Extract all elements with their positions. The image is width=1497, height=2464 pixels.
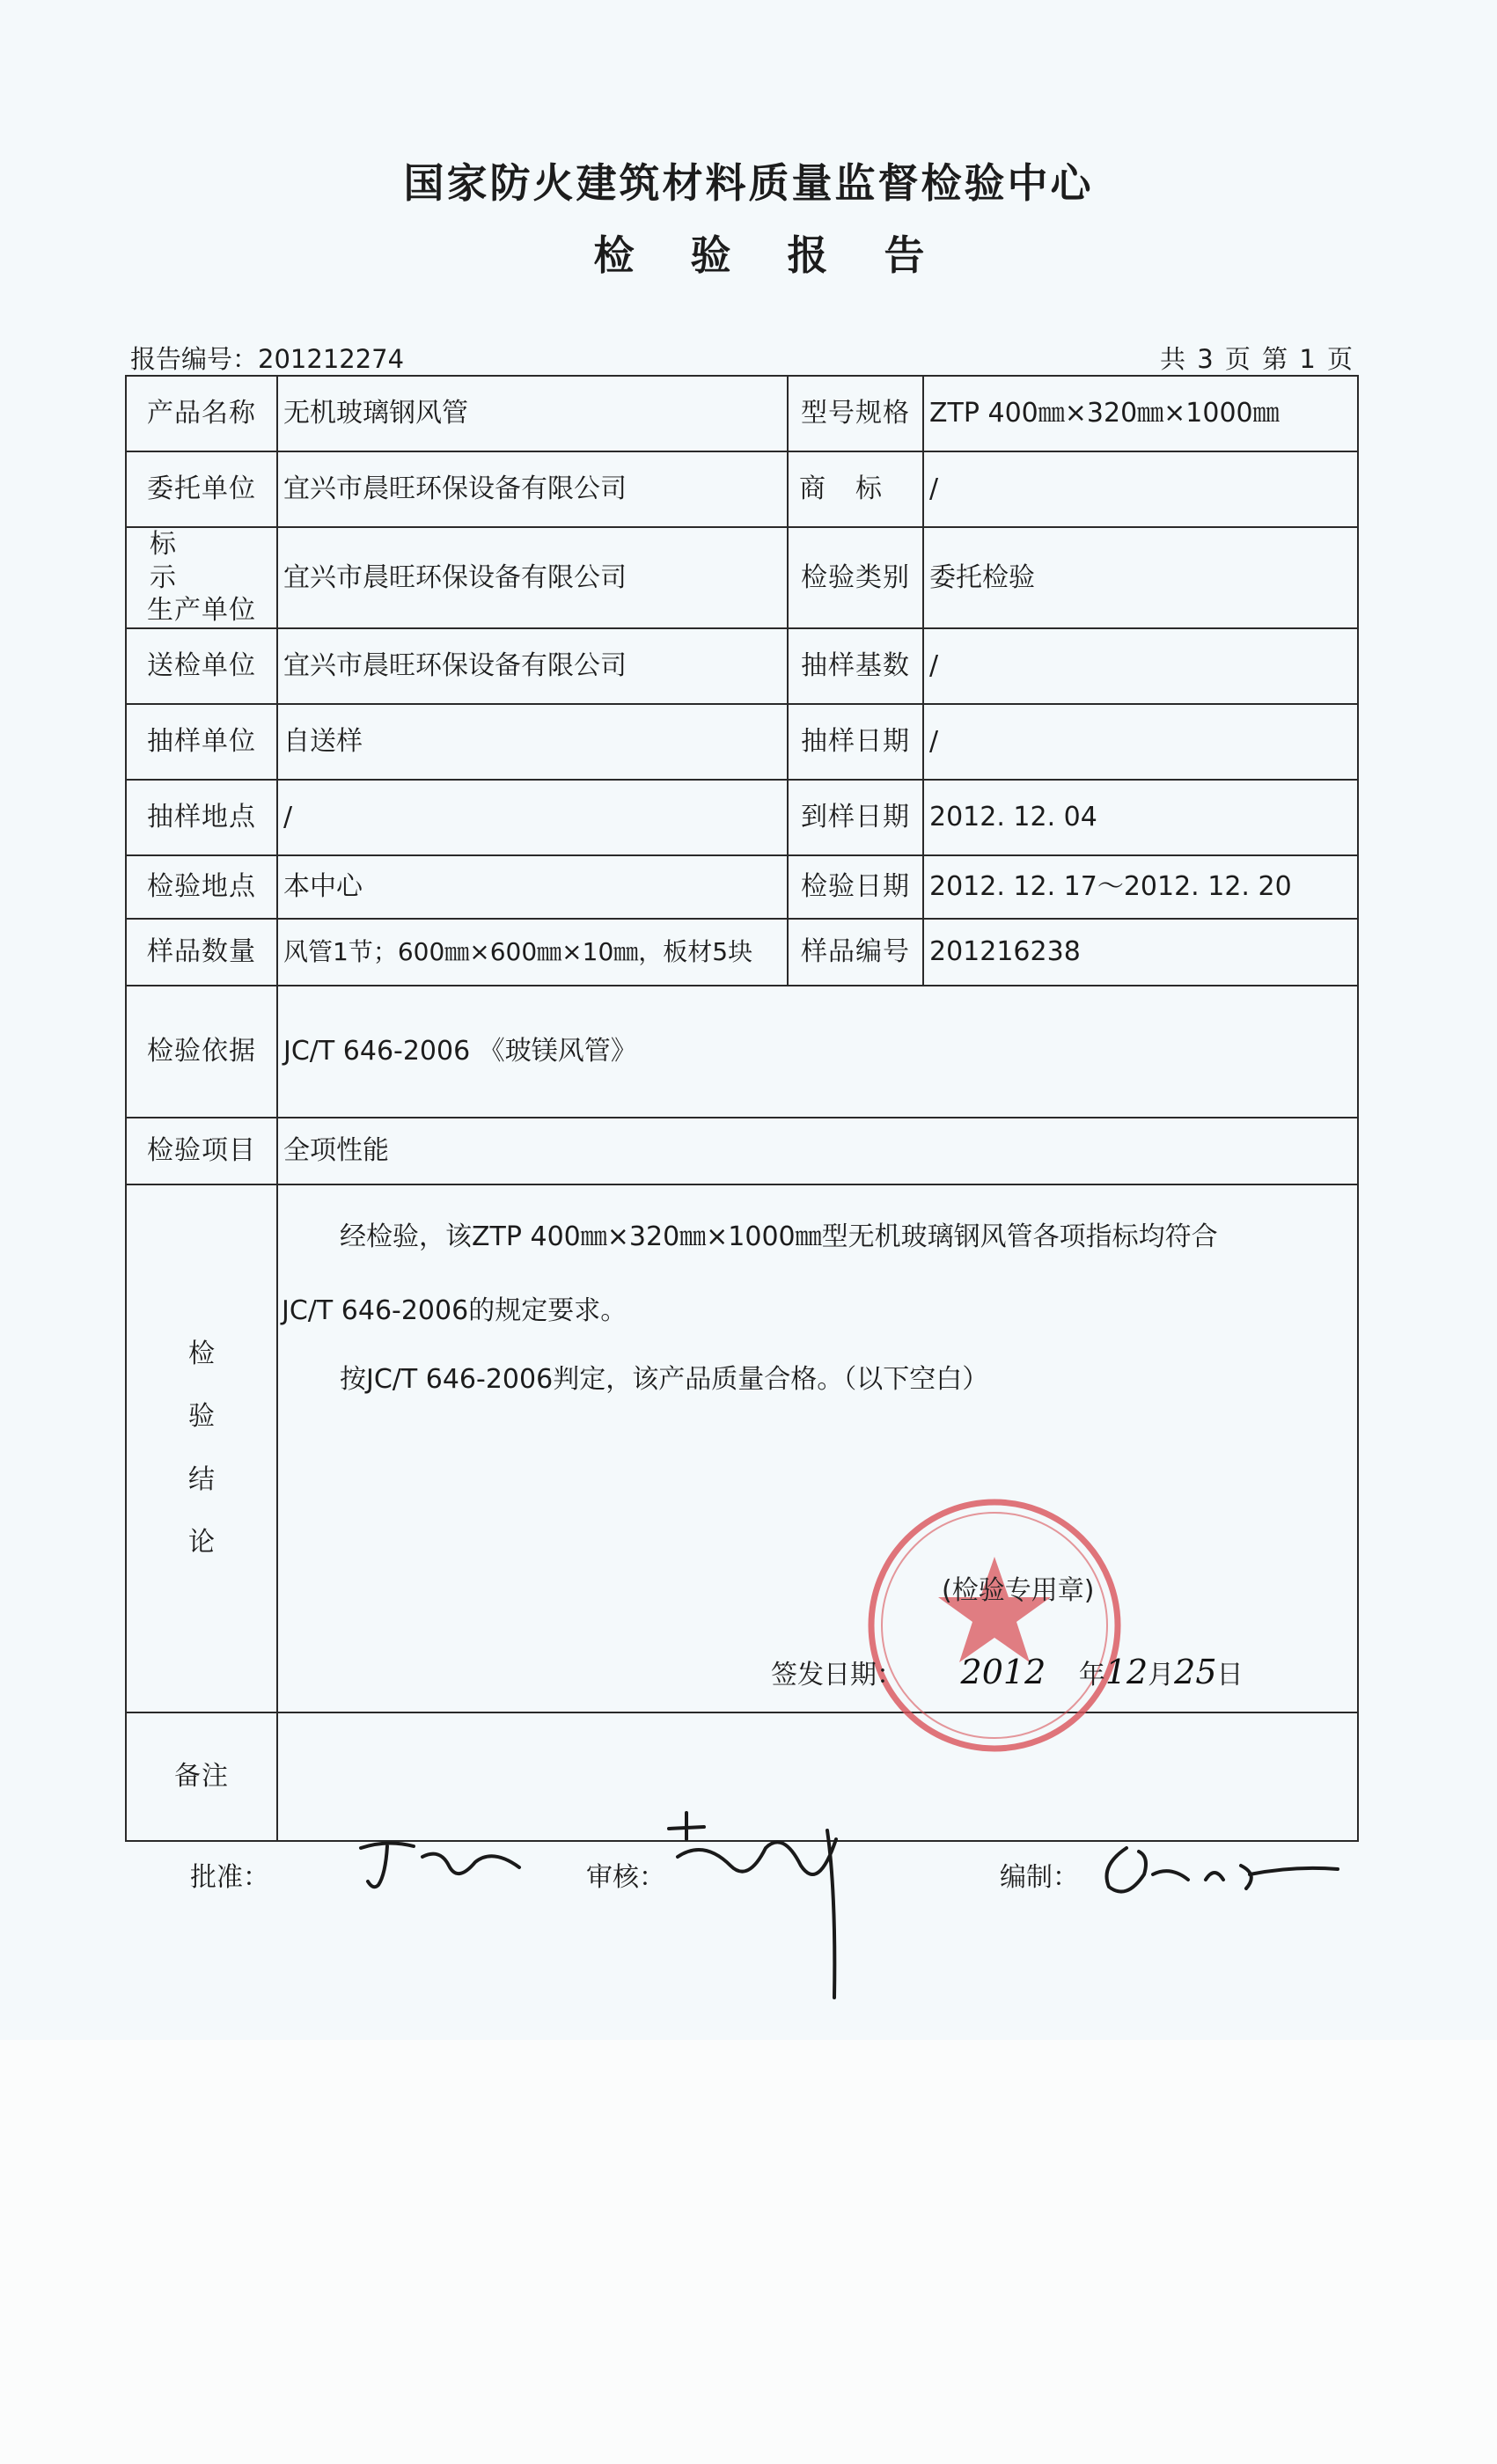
model-value: ZTP 400㎜×320㎜×1000㎜ <box>923 376 1358 451</box>
page-count: 共 3 页 第 1 页 <box>1160 344 1354 374</box>
issue-date-label: 签发日期： <box>771 1659 903 1690</box>
issue-year-suffix: 年 <box>1078 1659 1105 1690</box>
reviewer-signature <box>651 1804 898 2006</box>
product-name-value: 无机玻璃钢风管 <box>277 376 788 451</box>
sampling-unit-label: 抽样单位 <box>126 704 277 780</box>
sample-no-value: 201216238 <box>923 919 1358 986</box>
test-date-label: 检验日期 <box>788 855 923 919</box>
table-row <box>126 376 1358 451</box>
table-row <box>126 986 1358 1118</box>
table-row <box>126 704 1358 780</box>
conclusion-paragraph-2: JC/T 646-2006的规定要求。 <box>282 1294 627 1326</box>
conclusion-label-char: 论 <box>188 1527 215 1558</box>
brand-label: 商标 <box>788 451 923 527</box>
conclusion-label <box>126 1184 277 1712</box>
test-place-value: 本中心 <box>277 855 788 919</box>
brand-value: / <box>923 451 1358 527</box>
items-label: 检验项目 <box>126 1118 277 1184</box>
table-row <box>126 628 1358 704</box>
report-number-value: 201212274 <box>258 344 405 374</box>
basis-value: JC/T 646-2006 《玻镁风管》 <box>277 986 1358 1118</box>
doc-title: 检 验 报 告 <box>593 231 946 279</box>
producer-value: 宜兴市晨旺环保设备有限公司 <box>277 527 788 628</box>
conclusion-body <box>277 1184 1358 1712</box>
sample-base-value: / <box>923 628 1358 704</box>
conclusion-paragraph-1: 经检验，该ZTP 400㎜×320㎜×1000㎜型无机玻璃钢风管各项指标均符合 <box>340 1221 1218 1252</box>
paper-lower-area <box>0 2040 1497 2464</box>
table-row <box>126 1184 1358 1712</box>
test-place-label: 检验地点 <box>126 855 277 919</box>
model-label: 型号规格 <box>788 376 923 451</box>
table-row <box>126 527 1358 628</box>
items-value: 全项性能 <box>277 1118 1358 1184</box>
official-seal-stamp <box>862 1493 1126 1757</box>
producer-label <box>126 527 277 628</box>
sample-qty-value: 风管1节；600㎜×600㎜×10㎜，板材5块 <box>277 919 788 986</box>
producer-label-line1: 标 示 <box>150 529 202 593</box>
basis-label: 检验依据 <box>126 986 277 1118</box>
approve-label: 批准： <box>190 1862 269 1893</box>
table-row <box>126 780 1358 855</box>
table-row <box>126 919 1358 986</box>
table-row <box>126 451 1358 527</box>
issue-day-handwritten: 25 <box>1174 1652 1217 1691</box>
sampling-date-label: 抽样日期 <box>788 704 923 780</box>
product-name-label: 产品名称 <box>126 376 277 451</box>
issue-month-suffix: 月 <box>1148 1659 1175 1690</box>
test-type-label: 检验类别 <box>788 527 923 628</box>
sample-no-label: 样品编号 <box>788 919 923 986</box>
sample-qty-label: 样品数量 <box>126 919 277 986</box>
org-title: 国家防火建筑材料质量监督检验中心 <box>403 159 1094 207</box>
approver-signature <box>352 1830 528 1901</box>
issue-year-handwritten: 2012 <box>960 1652 1046 1691</box>
conclusion-paragraph-3: 按JC/T 646-2006判定，该产品质量合格。（以下空白） <box>340 1363 989 1395</box>
test-type-value: 委托检验 <box>923 527 1358 628</box>
table-row <box>126 855 1358 919</box>
compile-label: 编制： <box>1000 1862 1079 1893</box>
issue-month-handwritten: 12 <box>1104 1652 1148 1691</box>
client-value: 宜兴市晨旺环保设备有限公司 <box>277 451 788 527</box>
sender-label: 送检单位 <box>126 628 277 704</box>
sampling-place-label: 抽样地点 <box>126 780 277 855</box>
producer-label-line2: 生产单位 <box>147 595 256 626</box>
issue-date <box>771 1652 1244 1694</box>
conclusion-label-char: 验 <box>188 1401 215 1432</box>
sender-value: 宜兴市晨旺环保设备有限公司 <box>277 628 788 704</box>
report-number-label: 报告编号： <box>130 344 259 374</box>
sampling-place-value: / <box>277 780 788 855</box>
issue-day-suffix: 日 <box>1216 1659 1244 1690</box>
arrival-date-value: 2012. 12. 04 <box>923 780 1358 855</box>
arrival-date-label: 到样日期 <box>788 780 923 855</box>
review-label: 审核： <box>586 1862 665 1893</box>
client-label: 委托单位 <box>126 451 277 527</box>
report-number <box>130 340 404 376</box>
seal-star-icon <box>938 1557 1051 1662</box>
remarks-label: 备注 <box>126 1712 277 1841</box>
table-row <box>126 1118 1358 1184</box>
conclusion-content <box>278 1185 1357 1712</box>
sample-base-label: 抽样基数 <box>788 628 923 704</box>
conclusion-label-char: 检 <box>188 1338 215 1369</box>
sampling-date-value: / <box>923 704 1358 780</box>
sampling-unit-value: 自送样 <box>277 704 788 780</box>
test-date-value: 2012. 12. 17～2012. 12. 20 <box>923 855 1358 919</box>
report-table <box>125 375 1359 1842</box>
conclusion-label-char: 结 <box>188 1463 215 1495</box>
compiler-signature <box>1091 1830 1347 1918</box>
stamp-caption: (检验专用章) <box>942 1574 1095 1606</box>
